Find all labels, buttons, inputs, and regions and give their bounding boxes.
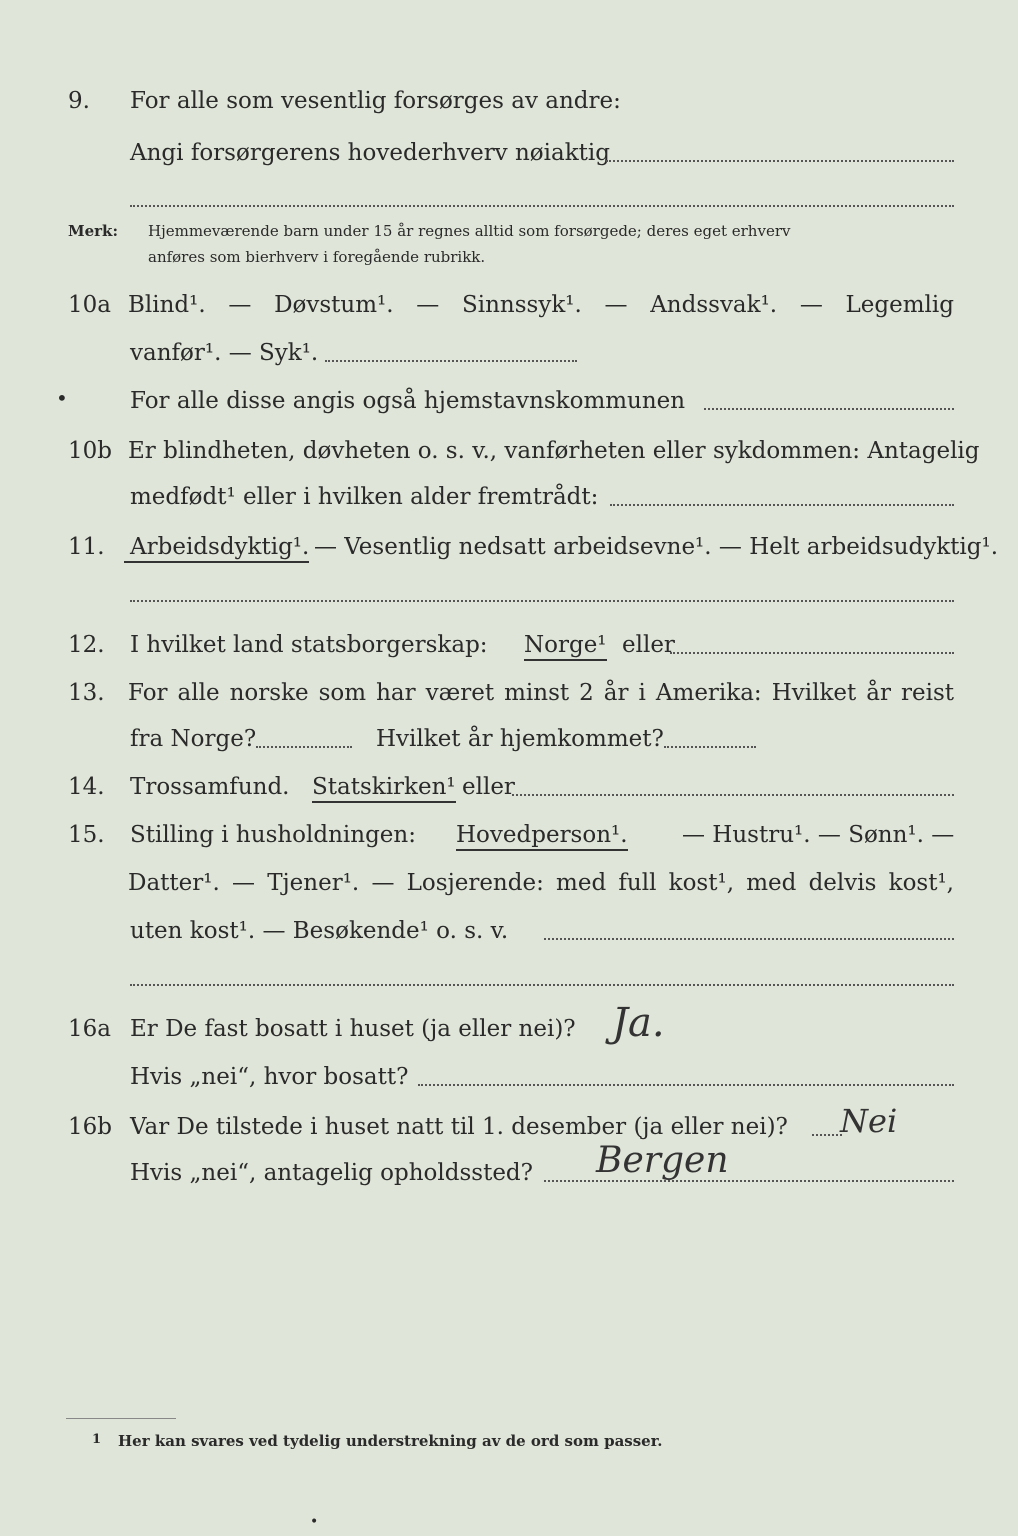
q9-extra-line[interactable] (130, 205, 954, 207)
q16b-number: 16b (68, 1114, 112, 1140)
q12-after: eller (622, 632, 675, 658)
q9-number: 9. (68, 88, 90, 114)
ink-dot-bottom: • (310, 1514, 319, 1530)
q13-departure-line[interactable] (256, 746, 352, 748)
q10a-home-line[interactable] (704, 408, 954, 410)
q15-line1a: Stilling i husholdningen: (130, 822, 416, 848)
q16b-line1: Var De tilstede i huset natt til 1. desember (ja eller nei)? (130, 1114, 788, 1140)
q13-line2a: fra Norge? (130, 726, 257, 752)
merk-line1: Hjemmeværende barn under 15 år regnes alltid som forsørgede; deres eget erhverv (148, 222, 791, 240)
q16a-handwritten-answer: Ja. (612, 1000, 665, 1046)
merk-line2: anføres som bierhverv i foregående rubrikk. (148, 248, 486, 266)
q16b-line2: Hvis „nei“, antagelig opholdssted? (130, 1160, 533, 1186)
q12-number: 12. (68, 632, 105, 658)
q16a-line1: Er De fast bosatt i huset (ja eller nei)? (130, 1016, 576, 1042)
q14-number: 14. (68, 774, 105, 800)
q16a-number: 16a (68, 1016, 111, 1042)
q15-answer-line[interactable] (544, 938, 954, 940)
q13-return-line[interactable] (664, 746, 756, 748)
footnote-rule (66, 1418, 176, 1419)
q10b-answer-line[interactable] (610, 504, 954, 506)
q12-answer-line[interactable] (670, 652, 954, 654)
q16b-answer1-line[interactable] (812, 1134, 842, 1136)
q15-answer-underlined[interactable]: Hovedperson¹. (456, 822, 628, 851)
q15-line1c: — Hustru¹. — Sønn¹. — (682, 822, 955, 848)
q10a-answer-line[interactable] (325, 360, 577, 362)
q14-after: eller (462, 774, 515, 800)
q10b-number: 10b (68, 438, 112, 464)
q11-rest: — Vesentlig nedsatt arbeidsevne¹. — Helt arbeidsudyktig¹. (314, 534, 999, 560)
q15-line3: uten kost¹. — Besøkende¹ o. s. v. (130, 918, 509, 944)
q9-line2: Angi forsørgerens hovederhverv nøiaktig (130, 140, 610, 166)
q15-line2: Datter¹. — Tjener¹. — Losjerende: med full kost¹, med delvis kost¹, (128, 870, 954, 896)
footnote-mark: 1 (92, 1432, 102, 1447)
q11-option-underlined[interactable]: Arbeidsdyktig¹. (124, 534, 309, 563)
q11-number: 11. (68, 534, 105, 560)
q12-answer-underlined[interactable]: Norge¹ (524, 632, 607, 661)
q14-answer-underlined[interactable]: Statskirken¹ (312, 774, 456, 803)
q16b-handwritten-answer2: Bergen (596, 1140, 729, 1181)
q16a-line2: Hvis „nei“, hvor bosatt? (130, 1064, 409, 1090)
q16b-handwritten-answer1: Nei (840, 1102, 898, 1140)
q14-text: Trossamfund. (130, 774, 290, 800)
q9-answer-line[interactable] (606, 160, 954, 162)
q13-line2b: Hvilket år hjemkommet? (376, 726, 664, 752)
q15-number: 15. (68, 822, 105, 848)
q10b-line1: Er blindheten, døvheten o. s. v., vanførheten eller sykdommen: Antagelig (128, 438, 980, 464)
q16a-answer-line[interactable] (418, 1084, 954, 1086)
q10a-number: 10a (68, 292, 111, 318)
q14-answer-line[interactable] (512, 794, 954, 796)
q10b-line2: medfødt¹ eller i hvilken alder fremtrådt: (130, 484, 599, 510)
q12-text: I hvilket land statsborgerskap: (130, 632, 488, 658)
merk-label: Merk: (68, 222, 118, 240)
q11-extra-line[interactable] (130, 600, 954, 602)
ink-dot: • (56, 386, 68, 410)
q15-extra-line[interactable] (130, 984, 954, 986)
q9-line1: For alle som vesentlig forsørges av andre: (130, 88, 621, 114)
q10a-line3: For alle disse angis også hjemstavnskommunen (130, 388, 686, 414)
q13-line1: For alle norske som har været minst 2 år i Amerika: Hvilket år reist (128, 680, 954, 706)
q10a-line1: Blind¹. — Døvstum¹. — Sinnssyk¹. — Andssvak¹. — Legemlig (128, 292, 954, 318)
q10a-line2: vanfør¹. — Syk¹. (130, 340, 319, 366)
footnote-text: Her kan svares ved tydelig understrekning av de ord som passer. (118, 1432, 663, 1450)
q13-number: 13. (68, 680, 105, 706)
